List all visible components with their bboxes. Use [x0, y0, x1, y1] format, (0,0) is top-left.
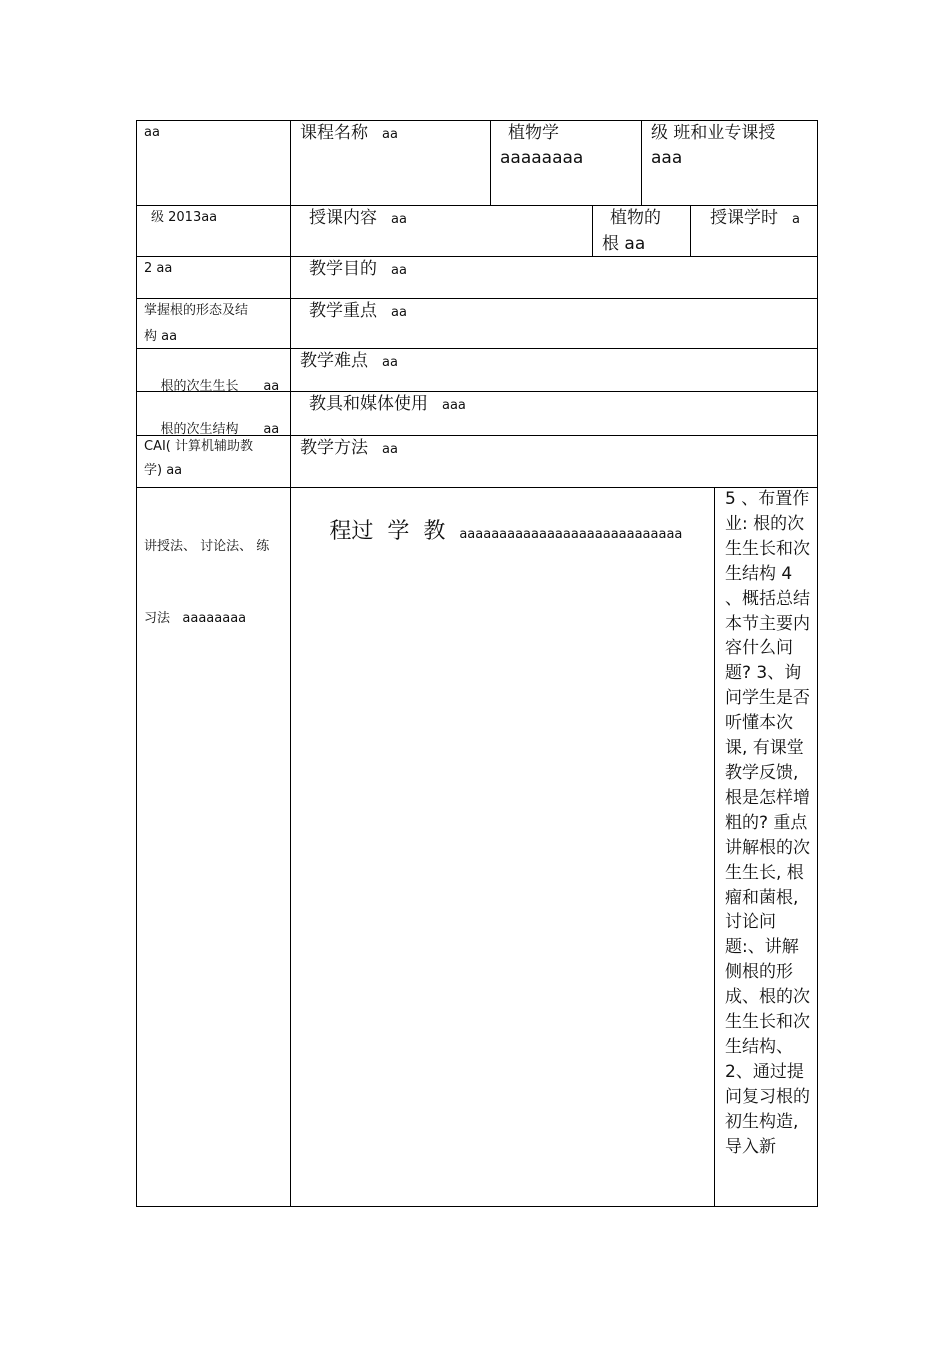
- r7-c2: [300, 435, 398, 463]
- col-divider: [592, 205, 593, 256]
- difficulty-label: 教学难点: [300, 351, 368, 371]
- cell-suffix: aa: [391, 263, 407, 278]
- cell-text: 2 aa: [144, 261, 173, 276]
- cell-suffix: aa: [391, 212, 407, 227]
- cell-suffix: aa: [382, 355, 398, 370]
- cell-text: 构 aa: [144, 329, 178, 344]
- cell-suffix: aa: [382, 442, 398, 457]
- teaching-process-notes: 5 、布置作业: 根的次生生长和次生结构 4 、概括总结本节主要内容什么问题? 3、询问学生是否听懂本次课, 有课堂教学反馈, 根是怎样增粗的? 重点讲解根的次生生长, 根瘤和菌根, 讨论问题:、讲解侧根的形成、根的次生生长和次生结构、2、通过提问复习根的初生构造, 导入新: [725, 489, 810, 1157]
- teaching-process-label: 程过 学 教: [329, 519, 446, 544]
- r3-c2: [309, 256, 407, 284]
- cell-text: 掌握根的形态及结: [144, 303, 249, 318]
- teaching-method-label: 教学方法: [300, 438, 368, 458]
- cell-text: aa: [144, 125, 160, 140]
- cell-suffix: aa: [391, 305, 407, 320]
- r7-c1: [144, 435, 253, 483]
- r8-c2: [309, 495, 682, 564]
- lesson-plan-table: [136, 120, 818, 1207]
- r1-c1: [144, 121, 160, 145]
- r2-c3: [602, 205, 661, 257]
- lesson-hours-label: 授课学时: [710, 208, 778, 228]
- cell-text: aaa: [651, 148, 683, 168]
- row-divider: [137, 256, 817, 257]
- col-divider: [641, 121, 642, 205]
- cell-text: aaaaaaaa: [500, 148, 584, 168]
- cell-text: 级 2013aa: [151, 210, 218, 225]
- r1-c4: [651, 121, 775, 171]
- cell-suffix: aa: [382, 127, 398, 142]
- lesson-content-label: 授课内容: [309, 208, 377, 228]
- cell-text: CAI( 计算机辅助教: [144, 439, 254, 454]
- course-name-label: 课程名称: [300, 123, 368, 143]
- cell-suffix: aaaaaaaaaaaaaaaaaaaaaaaaaaaa: [459, 527, 683, 542]
- r3-c1: [144, 256, 172, 282]
- r8-c1: [144, 487, 269, 679]
- class-major-label: 级 班和业专课授: [651, 123, 776, 143]
- teaching-aids-label: 教具和媒体使用: [309, 394, 428, 414]
- r2-c4: [710, 205, 800, 233]
- r6-c2: [309, 391, 466, 419]
- r1-c2: [300, 121, 398, 147]
- cell-text: 习法 aaaaaaaa: [144, 611, 247, 626]
- r5-c2: [300, 348, 398, 376]
- cell-text: 学) aa: [144, 463, 183, 478]
- cell-text: 根的次生结构 aa: [160, 422, 280, 437]
- cell-suffix: aaa: [442, 398, 466, 413]
- key-points-label: 教学重点: [309, 301, 377, 321]
- cell-text: 讲授法、 讨论法、 练: [144, 539, 270, 554]
- cell-suffix: a: [792, 212, 800, 227]
- cell-text: 根的次生生长 aa: [160, 379, 280, 394]
- lesson-content-value: 植物的: [610, 208, 661, 228]
- r4-c1: [144, 298, 248, 350]
- r4-c2: [309, 298, 407, 326]
- r1-c3: [500, 121, 583, 171]
- course-name-value: 植物学: [508, 123, 559, 143]
- r2-c1: [151, 205, 217, 231]
- cell-text: 根 aa: [602, 234, 646, 254]
- col-divider: [714, 487, 715, 1206]
- r8-c3-notes: [725, 487, 811, 1159]
- r2-c2: [309, 205, 407, 233]
- teaching-goal-label: 教学目的: [309, 259, 377, 279]
- col-divider: [490, 121, 491, 205]
- col-divider: [690, 205, 691, 256]
- col-divider: [290, 121, 291, 1206]
